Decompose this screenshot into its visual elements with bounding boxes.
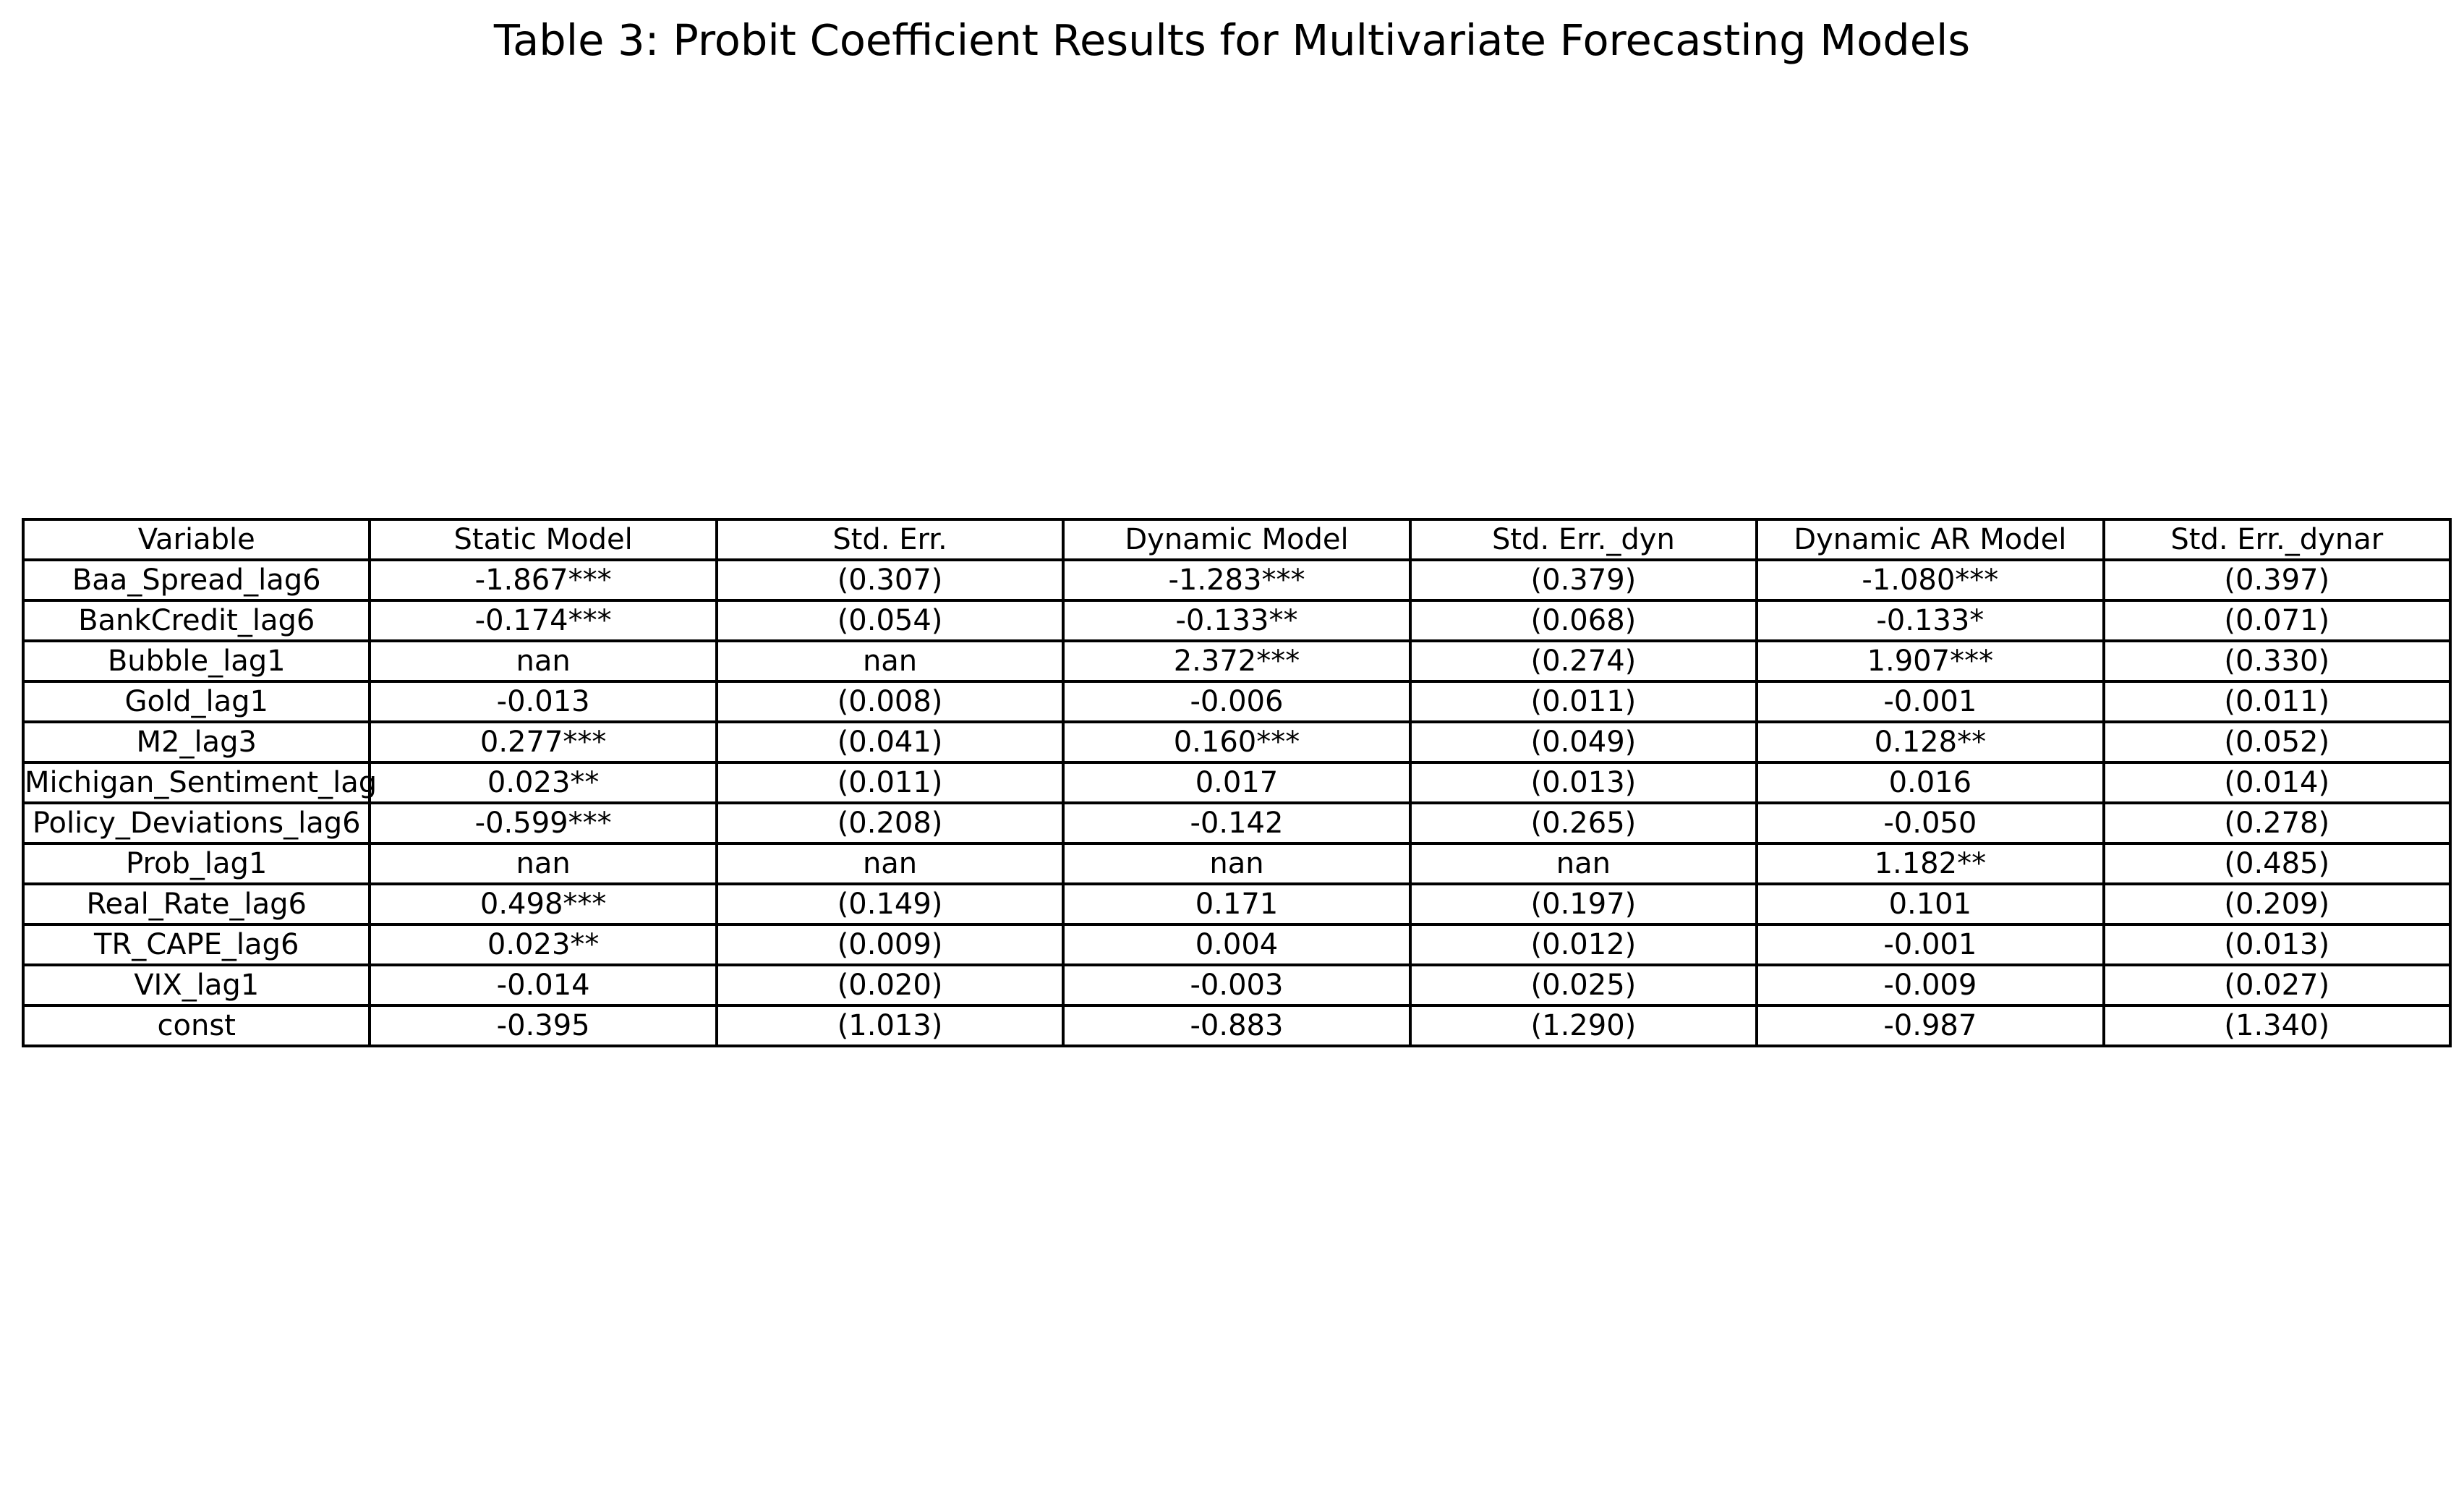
cell-std-err: (1.013) bbox=[717, 1005, 1063, 1046]
cell-std-err-dynar: (0.071) bbox=[2104, 600, 2450, 641]
cell-std-err: nan bbox=[717, 843, 1063, 884]
column-header-dynamic-ar-model: Dynamic AR Model bbox=[1757, 519, 2103, 560]
cell-variable: Gold_lag1 bbox=[23, 681, 370, 722]
cell-std-err-dyn: (1.290) bbox=[1410, 1005, 1757, 1046]
cell-static-model: -0.014 bbox=[370, 965, 716, 1005]
cell-static-model: -0.013 bbox=[370, 681, 716, 722]
cell-std-err-dynar: (0.052) bbox=[2104, 722, 2450, 762]
cell-dynamic-model: 0.004 bbox=[1063, 924, 1410, 965]
cell-std-err-dyn: nan bbox=[1410, 843, 1757, 884]
cell-variable: const bbox=[23, 1005, 370, 1046]
cell-dynamic-ar-model: -0.133* bbox=[1757, 600, 2103, 641]
cell-dynamic-ar-model: -0.987 bbox=[1757, 1005, 2103, 1046]
cell-std-err-dyn: (0.011) bbox=[1410, 681, 1757, 722]
table-row bbox=[23, 884, 2450, 924]
cell-static-model: 0.498*** bbox=[370, 884, 716, 924]
table-row bbox=[23, 722, 2450, 762]
cell-dynamic-ar-model: -1.080*** bbox=[1757, 560, 2103, 600]
table-row bbox=[23, 924, 2450, 965]
cell-variable: Baa_Spread_lag6 bbox=[23, 560, 370, 600]
cell-std-err-dynar: (0.485) bbox=[2104, 843, 2450, 884]
column-header-std-err-dynar: Std. Err._dynar bbox=[2104, 519, 2450, 560]
cell-static-model: nan bbox=[370, 641, 716, 681]
cell-static-model: -0.599*** bbox=[370, 803, 716, 843]
cell-static-model: -0.174*** bbox=[370, 600, 716, 641]
probit-results-table bbox=[22, 518, 2452, 1047]
cell-variable: Bubble_lag1 bbox=[23, 641, 370, 681]
cell-std-err-dyn: (0.068) bbox=[1410, 600, 1757, 641]
table-row bbox=[23, 803, 2450, 843]
cell-static-model: nan bbox=[370, 843, 716, 884]
cell-std-err: (0.149) bbox=[717, 884, 1063, 924]
cell-std-err: nan bbox=[717, 641, 1063, 681]
cell-std-err: (0.054) bbox=[717, 600, 1063, 641]
cell-std-err-dynar: (0.013) bbox=[2104, 924, 2450, 965]
column-header-static-model: Static Model bbox=[370, 519, 716, 560]
cell-std-err-dyn: (0.012) bbox=[1410, 924, 1757, 965]
table-row bbox=[23, 843, 2450, 884]
cell-dynamic-model: 0.160*** bbox=[1063, 722, 1410, 762]
cell-std-err: (0.020) bbox=[717, 965, 1063, 1005]
cell-std-err-dyn: (0.274) bbox=[1410, 641, 1757, 681]
cell-variable: Policy_Deviations_lag6 bbox=[23, 803, 370, 843]
table-row bbox=[23, 641, 2450, 681]
cell-std-err-dyn: (0.025) bbox=[1410, 965, 1757, 1005]
cell-dynamic-ar-model: -0.050 bbox=[1757, 803, 2103, 843]
cell-dynamic-model: -0.006 bbox=[1063, 681, 1410, 722]
table-row bbox=[23, 1005, 2450, 1046]
table-row bbox=[23, 762, 2450, 803]
cell-std-err-dynar: (0.397) bbox=[2104, 560, 2450, 600]
cell-variable: Real_Rate_lag6 bbox=[23, 884, 370, 924]
cell-std-err: (0.307) bbox=[717, 560, 1063, 600]
cell-dynamic-model: -0.133** bbox=[1063, 600, 1410, 641]
cell-static-model: 0.023** bbox=[370, 762, 716, 803]
column-header-std-err-dyn: Std. Err._dyn bbox=[1410, 519, 1757, 560]
cell-variable: BankCredit_lag6 bbox=[23, 600, 370, 641]
cell-variable: M2_lag3 bbox=[23, 722, 370, 762]
column-header-dynamic-model: Dynamic Model bbox=[1063, 519, 1410, 560]
cell-std-err: (0.041) bbox=[717, 722, 1063, 762]
cell-std-err-dyn: (0.013) bbox=[1410, 762, 1757, 803]
cell-std-err: (0.008) bbox=[717, 681, 1063, 722]
cell-static-model: -1.867*** bbox=[370, 560, 716, 600]
table-body bbox=[23, 560, 2450, 1046]
cell-dynamic-ar-model: -0.001 bbox=[1757, 924, 2103, 965]
cell-dynamic-ar-model: -0.001 bbox=[1757, 681, 2103, 722]
cell-static-model: 0.277*** bbox=[370, 722, 716, 762]
cell-variable: VIX_lag1 bbox=[23, 965, 370, 1005]
column-header-std-err: Std. Err. bbox=[717, 519, 1063, 560]
cell-dynamic-ar-model: 0.101 bbox=[1757, 884, 2103, 924]
cell-std-err-dyn: (0.379) bbox=[1410, 560, 1757, 600]
cell-static-model: 0.023** bbox=[370, 924, 716, 965]
table-row bbox=[23, 965, 2450, 1005]
cell-variable: Prob_lag1 bbox=[23, 843, 370, 884]
cell-dynamic-ar-model: -0.009 bbox=[1757, 965, 2103, 1005]
cell-std-err: (0.208) bbox=[717, 803, 1063, 843]
table-row bbox=[23, 600, 2450, 641]
cell-dynamic-model: -0.003 bbox=[1063, 965, 1410, 1005]
cell-std-err-dyn: (0.197) bbox=[1410, 884, 1757, 924]
cell-dynamic-ar-model: 0.016 bbox=[1757, 762, 2103, 803]
column-header-variable: Variable bbox=[23, 519, 370, 560]
cell-variable: Michigan_Sentiment_lag bbox=[23, 762, 370, 803]
cell-std-err-dynar: (0.330) bbox=[2104, 641, 2450, 681]
cell-dynamic-ar-model: 0.128** bbox=[1757, 722, 2103, 762]
table-header-row bbox=[23, 519, 2450, 560]
cell-dynamic-model: -1.283*** bbox=[1063, 560, 1410, 600]
cell-dynamic-model: nan bbox=[1063, 843, 1410, 884]
cell-dynamic-ar-model: 1.907*** bbox=[1757, 641, 2103, 681]
table-row bbox=[23, 681, 2450, 722]
table-title: Table 3: Probit Coefficient Results for Multivariate Forecasting Models bbox=[493, 15, 1971, 65]
cell-std-err-dynar: (0.014) bbox=[2104, 762, 2450, 803]
cell-variable: TR_CAPE_lag6 bbox=[23, 924, 370, 965]
cell-dynamic-model: 0.017 bbox=[1063, 762, 1410, 803]
cell-std-err-dyn: (0.265) bbox=[1410, 803, 1757, 843]
cell-std-err: (0.009) bbox=[717, 924, 1063, 965]
cell-static-model: -0.395 bbox=[370, 1005, 716, 1046]
cell-std-err: (0.011) bbox=[717, 762, 1063, 803]
cell-std-err-dynar: (0.278) bbox=[2104, 803, 2450, 843]
table-row bbox=[23, 560, 2450, 600]
cell-std-err-dynar: (0.209) bbox=[2104, 884, 2450, 924]
cell-dynamic-model: -0.142 bbox=[1063, 803, 1410, 843]
cell-dynamic-model: 0.171 bbox=[1063, 884, 1410, 924]
cell-dynamic-model: -0.883 bbox=[1063, 1005, 1410, 1046]
cell-std-err-dynar: (0.011) bbox=[2104, 681, 2450, 722]
cell-dynamic-ar-model: 1.182** bbox=[1757, 843, 2103, 884]
cell-std-err-dynar: (1.340) bbox=[2104, 1005, 2450, 1046]
cell-std-err-dyn: (0.049) bbox=[1410, 722, 1757, 762]
cell-std-err-dynar: (0.027) bbox=[2104, 965, 2450, 1005]
cell-dynamic-model: 2.372*** bbox=[1063, 641, 1410, 681]
